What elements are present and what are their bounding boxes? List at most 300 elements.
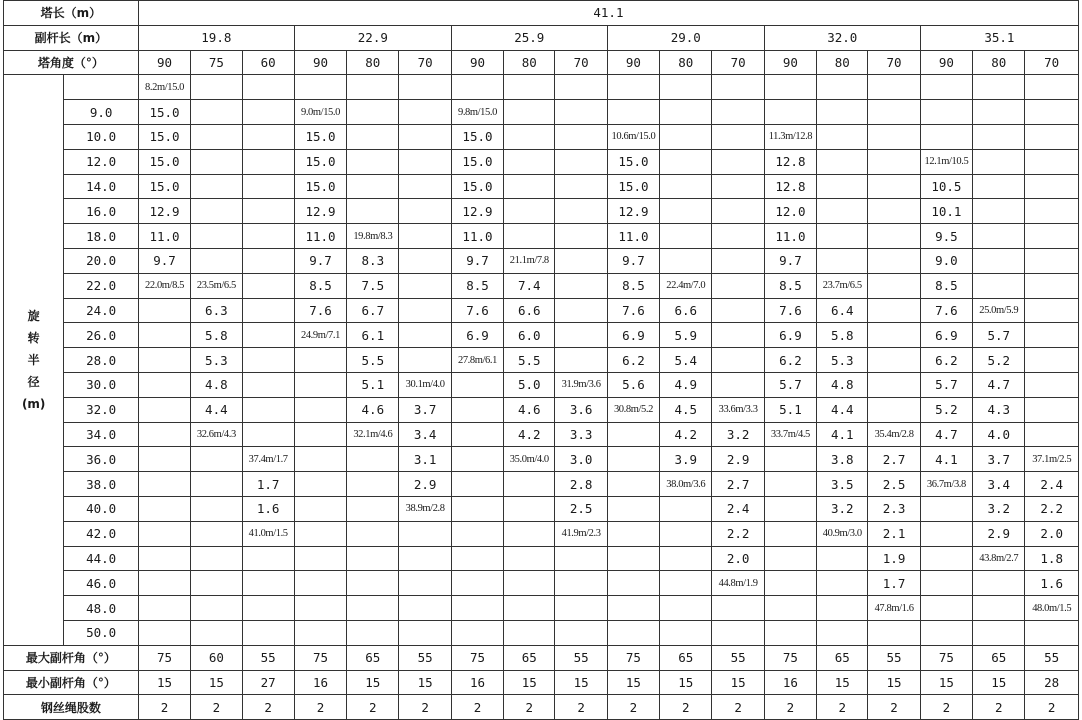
load-cell [868,100,920,125]
load-cell: 5.6 [607,372,659,397]
load-cell: 8.5 [764,273,816,298]
load-cell [504,149,555,174]
load-cell: 3.4 [973,472,1025,497]
load-cell [138,521,190,546]
load-cell [868,348,920,373]
radius-value: 46.0 [64,571,138,596]
load-cell [764,620,816,645]
load-cell: 3.8 [817,447,868,472]
load-cell [1025,372,1079,397]
load-cell [607,546,659,571]
tower-angle-value: 70 [712,50,764,75]
load-cell: 4.2 [504,422,555,447]
load-cell [191,620,242,645]
load-cell [555,546,607,571]
load-cell [294,348,346,373]
radius-value: 34.0 [64,422,138,447]
footer-value: 75 [451,645,503,670]
load-cell [399,224,451,249]
load-cell: 3.3 [555,422,607,447]
load-cell [607,571,659,596]
tower-angle-value: 90 [138,50,190,75]
load-cell: 2.0 [1025,521,1079,546]
footer-value: 65 [660,645,712,670]
load-cell [138,546,190,571]
load-cell [242,323,294,348]
load-cell: 15.0 [138,124,190,149]
load-cell: 3.7 [973,447,1025,472]
load-cell [347,620,399,645]
radius-value: 48.0 [64,596,138,621]
load-cell: 10.1 [920,199,972,224]
load-cell [1025,620,1079,645]
load-cell [555,224,607,249]
load-cell [555,620,607,645]
load-cell [712,100,764,125]
load-cell [242,298,294,323]
tower-length-label: 塔长（m） [4,1,139,26]
footer-value: 15 [555,670,607,695]
load-cell: 3.2 [817,496,868,521]
load-cell: 12.8 [764,149,816,174]
load-cell [868,149,920,174]
footer-value: 2 [451,695,503,720]
load-cell [242,248,294,273]
load-cell: 11.0 [138,224,190,249]
load-cell [660,496,712,521]
load-cell [660,124,712,149]
load-row [4,248,1079,273]
footer-value: 2 [973,695,1025,720]
footer-value: 2 [555,695,607,720]
tower-length-value: 41.1 [138,1,1078,26]
load-cell: 5.7 [973,323,1025,348]
max-reach-annotation: 44.8m/1.9 [712,571,764,596]
load-cell: 4.7 [973,372,1025,397]
load-cell: 15.0 [138,149,190,174]
footer-value: 2 [660,695,712,720]
footer-value: 2 [294,695,346,720]
load-cell [868,372,920,397]
jib-length-value: 29.0 [607,25,764,50]
load-cell [504,496,555,521]
rotation-radius-label-char: 旋 [27,309,40,324]
load-cell [817,224,868,249]
load-cell [712,75,764,100]
max-reach-annotation: 33.7m/4.5 [764,422,816,447]
load-cell: 7.4 [504,273,555,298]
footer-value: 2 [817,695,868,720]
load-cell [504,521,555,546]
radius-value: 38.0 [64,472,138,497]
load-cell: 4.3 [973,397,1025,422]
load-cell [607,596,659,621]
load-cell [555,149,607,174]
load-cell [1025,224,1079,249]
load-cell: 6.9 [607,323,659,348]
max-reach-annotation: 38.0m/3.6 [660,472,712,497]
radius-value: 10.0 [64,124,138,149]
load-cell [712,273,764,298]
load-cell: 6.9 [920,323,972,348]
radius-value: 20.0 [64,248,138,273]
load-cell [1025,174,1079,199]
load-cell [868,620,920,645]
tower-angle-value: 60 [242,50,294,75]
load-cell: 3.0 [555,447,607,472]
load-cell: 5.3 [191,348,242,373]
tower-angle-value: 80 [817,50,868,75]
load-row [4,224,1079,249]
load-cell [607,100,659,125]
max-reach-annotation: 35.0m/4.0 [504,447,555,472]
load-cell [504,199,555,224]
tower-angle-value: 90 [607,50,659,75]
radius-value: 18.0 [64,224,138,249]
max-reach-annotation: 25.0m/5.9 [973,298,1025,323]
radius-value: 26.0 [64,323,138,348]
footer-value: 55 [1025,645,1079,670]
load-cell [868,397,920,422]
load-cell [399,323,451,348]
load-cell [138,472,190,497]
load-cell [347,174,399,199]
footer-value: 15 [399,670,451,695]
load-cell [138,348,190,373]
load-row [4,174,1079,199]
load-cell [138,298,190,323]
footer-value: 55 [712,645,764,670]
load-cell: 8.5 [294,273,346,298]
load-cell [555,323,607,348]
load-row [4,100,1079,125]
load-cell: 6.1 [347,323,399,348]
load-cell [920,100,972,125]
tower-angle-value: 90 [294,50,346,75]
rotation-radius-label-char: 半 [27,353,40,368]
load-cell [347,75,399,100]
load-cell [242,174,294,199]
load-cell [764,546,816,571]
load-cell [399,100,451,125]
load-cell [504,546,555,571]
load-cell [504,596,555,621]
load-cell [294,75,346,100]
radius-value: 30.0 [64,372,138,397]
load-cell [347,447,399,472]
max-reach-annotation: 12.1m/10.5 [920,149,972,174]
load-cell [920,75,972,100]
load-cell [451,571,503,596]
load-cell: 2.9 [399,472,451,497]
load-cell [607,620,659,645]
load-cell [868,174,920,199]
load-cell [294,546,346,571]
load-cell [920,521,972,546]
load-cell [555,199,607,224]
load-cell [555,298,607,323]
load-cell [399,174,451,199]
load-cell [504,571,555,596]
load-cell: 7.5 [347,273,399,298]
load-cell [399,298,451,323]
load-cell: 2.3 [868,496,920,521]
load-cell [191,248,242,273]
footer-value: 2 [1025,695,1079,720]
load-cell [712,149,764,174]
load-cell [399,546,451,571]
footer-value: 2 [347,695,399,720]
footer-value: 16 [294,670,346,695]
load-cell: 1.6 [1025,571,1079,596]
tower-angle-value: 80 [347,50,399,75]
load-cell: 1.7 [242,472,294,497]
load-row [4,472,1079,497]
load-cell: 4.9 [660,372,712,397]
jib-length-value: 22.9 [294,25,451,50]
load-cell [555,596,607,621]
load-cell [451,472,503,497]
load-cell [660,75,712,100]
load-cell: 1.9 [868,546,920,571]
load-cell [347,199,399,224]
load-cell [607,447,659,472]
load-cell [973,224,1025,249]
load-cell: 8.5 [451,273,503,298]
max-reach-annotation: 22.4m/7.0 [660,273,712,298]
load-cell [347,596,399,621]
load-cell [868,75,920,100]
load-cell [191,199,242,224]
load-cell [764,447,816,472]
footer-value: 2 [712,695,764,720]
load-row [4,521,1079,546]
load-cell [973,174,1025,199]
load-cell [817,174,868,199]
load-cell: 12.9 [138,199,190,224]
load-cell: 3.4 [399,422,451,447]
load-cell [920,496,972,521]
load-cell [294,372,346,397]
load-cell: 6.7 [347,298,399,323]
load-cell [242,149,294,174]
load-row [4,596,1079,621]
max-reach-annotation: 8.2m/15.0 [138,75,190,100]
footer-value: 2 [504,695,555,720]
max-reach-annotation: 11.3m/12.8 [764,124,816,149]
load-cell [660,620,712,645]
load-cell [607,521,659,546]
load-cell: 2.7 [712,472,764,497]
load-cell [242,596,294,621]
load-cell [191,447,242,472]
load-cell [973,596,1025,621]
load-cell: 12.0 [764,199,816,224]
load-cell: 4.1 [817,422,868,447]
rotation-radius-label [4,75,64,645]
load-cell: 15.0 [294,149,346,174]
load-cell: 5.8 [817,323,868,348]
load-cell [399,248,451,273]
load-cell [920,546,972,571]
radius-value: 40.0 [64,496,138,521]
load-cell [1025,397,1079,422]
load-cell [712,620,764,645]
load-cell [399,571,451,596]
radius-value: 14.0 [64,174,138,199]
footer-value: 2 [868,695,920,720]
footer-value: 65 [347,645,399,670]
load-cell: 6.4 [817,298,868,323]
load-cell: 9.0 [920,248,972,273]
load-cell: 5.0 [504,372,555,397]
load-cell [712,596,764,621]
max-reach-annotation: 31.9m/3.6 [555,372,607,397]
load-cell: 12.9 [451,199,503,224]
footer-value: 15 [191,670,242,695]
load-cell [242,273,294,298]
load-cell [399,620,451,645]
load-cell [973,75,1025,100]
load-cell [294,596,346,621]
load-cell [399,348,451,373]
load-cell [817,546,868,571]
footer-value: 16 [451,670,503,695]
footer-value: 55 [399,645,451,670]
footer-label: 钢丝绳股数 [4,695,139,720]
radius-value: 12.0 [64,149,138,174]
tower-angle-value: 80 [973,50,1025,75]
load-cell [1025,124,1079,149]
load-cell: 15.0 [294,174,346,199]
load-cell [191,496,242,521]
load-cell [294,571,346,596]
footer-value: 15 [138,670,190,695]
max-reach-annotation: 41.0m/1.5 [242,521,294,546]
load-cell [712,199,764,224]
max-reach-annotation: 27.8m/6.1 [451,348,503,373]
load-cell [1025,100,1079,125]
load-cell: 9.7 [138,248,190,273]
max-reach-annotation: 23.7m/6.5 [817,273,868,298]
load-cell [712,124,764,149]
load-cell: 15.0 [451,149,503,174]
load-cell: 2.2 [1025,496,1079,521]
load-cell [504,174,555,199]
load-cell: 6.2 [764,348,816,373]
load-cell [555,571,607,596]
load-cell [294,472,346,497]
load-cell: 3.5 [817,472,868,497]
load-cell: 5.8 [191,323,242,348]
load-cell [294,397,346,422]
load-cell [191,472,242,497]
load-cell [242,100,294,125]
jib-length-value: 32.0 [764,25,920,50]
max-reach-annotation: 32.6m/4.3 [191,422,242,447]
load-cell [242,620,294,645]
load-cell [399,124,451,149]
load-cell [347,521,399,546]
load-cell [138,397,190,422]
tower-angle-value: 80 [660,50,712,75]
radius-value: 44.0 [64,546,138,571]
load-cell: 9.7 [294,248,346,273]
load-cell: 5.2 [920,397,972,422]
load-cell: 10.5 [920,174,972,199]
load-cell [242,546,294,571]
max-reach-annotation: 9.0m/15.0 [294,100,346,125]
load-cell [191,100,242,125]
load-cell [555,75,607,100]
load-cell: 4.0 [973,422,1025,447]
load-cell [868,248,920,273]
load-cell [242,397,294,422]
load-cell: 4.4 [191,397,242,422]
load-cell [660,521,712,546]
load-cell: 2.9 [973,521,1025,546]
max-reach-annotation: 19.8m/8.3 [347,224,399,249]
load-cell: 2.5 [555,496,607,521]
max-reach-annotation: 22.0m/8.5 [138,273,190,298]
load-cell [607,75,659,100]
load-cell [555,100,607,125]
max-reach-annotation: 47.8m/1.6 [868,596,920,621]
load-cell: 15.0 [294,124,346,149]
load-cell [242,224,294,249]
load-cell [399,75,451,100]
load-cell [242,199,294,224]
load-cell: 4.4 [817,397,868,422]
rotation-radius-label-char: 径 [27,375,40,390]
load-cell [1025,422,1079,447]
load-row [4,199,1079,224]
load-cell [712,348,764,373]
load-cell [555,124,607,149]
load-cell: 4.5 [660,397,712,422]
max-reach-annotation: 43.8m/2.7 [973,546,1025,571]
load-cell [817,248,868,273]
max-reach-annotation: 9.8m/15.0 [451,100,503,125]
load-cell: 4.6 [347,397,399,422]
footer-value: 75 [920,645,972,670]
load-cell: 3.6 [555,397,607,422]
load-cell [764,596,816,621]
load-cell [399,596,451,621]
footer-value: 55 [555,645,607,670]
footer-value: 65 [504,645,555,670]
load-cell [294,620,346,645]
max-reach-annotation: 41.9m/2.3 [555,521,607,546]
load-cell [712,248,764,273]
footer-value: 75 [764,645,816,670]
tower-angle-value: 90 [920,50,972,75]
chart-body [4,1,1079,720]
load-cell [138,620,190,645]
load-cell [660,100,712,125]
load-cell [1025,348,1079,373]
load-cell [1025,248,1079,273]
load-cell [191,149,242,174]
load-cell [555,174,607,199]
load-cell: 5.4 [660,348,712,373]
load-cell [294,496,346,521]
load-cell [607,472,659,497]
load-cell [242,422,294,447]
footer-value: 15 [504,670,555,695]
load-cell [607,496,659,521]
footer-value: 15 [868,670,920,695]
